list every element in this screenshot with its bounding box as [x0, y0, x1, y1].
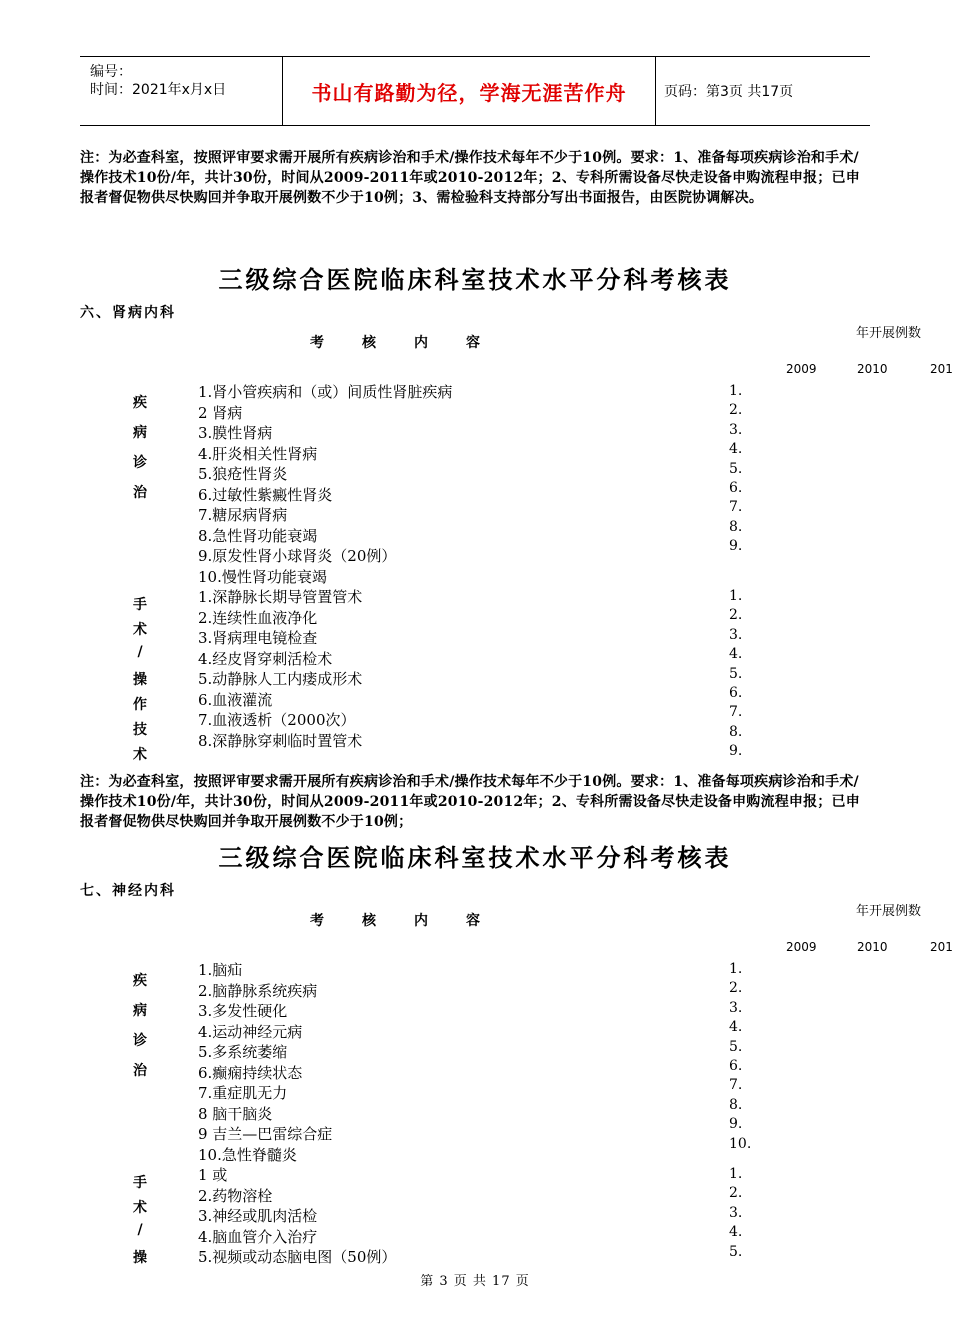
- section-title-6: 六、肾病内科: [80, 305, 176, 321]
- list-item: 9.原发性肾小球肾炎（20例）: [198, 547, 397, 565]
- label-char: 诊: [133, 1033, 147, 1049]
- label-char: 诊: [133, 455, 147, 471]
- year-2011-1: 201: [930, 362, 953, 376]
- label-char: 疾: [133, 973, 147, 989]
- count-item: 2.: [729, 980, 743, 997]
- list-item: 8.急性肾功能衰竭: [198, 526, 318, 545]
- list-item: 2 肾病: [198, 403, 243, 422]
- list-item: 7.糖尿病肾病: [198, 506, 288, 524]
- procedure-label-7: [128, 1172, 152, 1272]
- page-footer: 第 3 页 共 17 页: [420, 1274, 530, 1289]
- page-header: [80, 56, 870, 126]
- list-item: 3.多发性硬化: [198, 1002, 288, 1020]
- list-item: 6.过敏性紫癜性肾炎: [198, 485, 333, 504]
- label-char: 操: [133, 672, 147, 688]
- procedure-nums-6: [729, 587, 742, 762]
- list-item: 3.神经或肌肉活检: [198, 1207, 318, 1225]
- label-char: 疾: [133, 395, 147, 411]
- list-item: 1.深静脉长期导管置管术: [198, 588, 363, 606]
- list-item: 5.动静脉人工内瘘成形术: [198, 670, 363, 688]
- procedure-list-7: [198, 1165, 396, 1268]
- count-item: 7.: [729, 704, 743, 721]
- table-title-1: 三级综合医院临床科室技术水平分科考核表: [218, 266, 732, 294]
- year-2010-2: 2010: [857, 940, 888, 954]
- note-2: 注：为必查科室，按照评审要求需开展所有疾病诊治和手术/操作技术每年不少于10例。要求：1、准备每项疾病诊治和手术/操作技术10份/年，共计30份，时间从2009-2011年或2010-2012年；2、专科所需设备尽快走设备申购流程申报；已申报者督促物供尽快购回并争取开展例数不少于10例；: [80, 774, 860, 830]
- count-item: 4.: [729, 441, 743, 458]
- list-item: 1.肾小管疾病和（或）间质性肾脏疾病: [198, 383, 453, 401]
- list-item: 2.脑静脉系统疾病: [198, 981, 318, 1000]
- list-item: 1 或: [198, 1166, 228, 1184]
- count-item: 5.: [729, 460, 743, 477]
- list-item: 7.重症肌无力: [198, 1084, 288, 1102]
- table-title-2: 三级综合医院临床科室技术水平分科考核表: [218, 844, 732, 872]
- year-2009-1: 2009: [786, 362, 817, 376]
- count-item: 9.: [729, 1116, 743, 1133]
- list-item: 5.视频或动态脑电图（50例）: [198, 1248, 397, 1266]
- count-item: 2.: [729, 1185, 743, 1202]
- count-item: 7.: [729, 1077, 743, 1094]
- label-char: 术: [133, 622, 147, 638]
- list-item: 8 脑干脑炎: [198, 1104, 273, 1123]
- section-title-7: 七、神经内科: [80, 883, 176, 899]
- list-item: 9 吉兰—巴雷综合症: [198, 1125, 333, 1143]
- label-char: 病: [133, 1003, 147, 1019]
- label-char: /: [137, 1222, 143, 1238]
- count-item: 1.: [729, 588, 743, 604]
- label-char: 术: [133, 747, 147, 763]
- count-item: 6.: [729, 685, 743, 702]
- label-char: 病: [133, 425, 147, 441]
- year-2010-1: 2010: [857, 362, 888, 376]
- list-item: 4.脑血管介入治疗: [198, 1227, 318, 1246]
- content-header-1: 考核内容: [310, 335, 518, 351]
- list-item: 5.多系统萎缩: [198, 1043, 288, 1061]
- count-item: 4.: [729, 646, 743, 663]
- header-page-label: 页码：第3页 共17页: [664, 84, 794, 100]
- count-item: 5.: [729, 1038, 743, 1055]
- count-item: 3.: [729, 1204, 743, 1221]
- header-left: [80, 57, 280, 125]
- list-item: 6.血液灌流: [198, 690, 273, 709]
- list-item: 5.狼疮性肾炎: [198, 465, 288, 483]
- count-item: 3.: [729, 421, 743, 438]
- count-item: 9.: [729, 743, 743, 760]
- list-item: 3.膜性肾病: [198, 424, 273, 442]
- disease-list-6: [198, 382, 452, 587]
- procedure-label-6: [128, 594, 152, 769]
- list-item: 10.慢性肾功能衰竭: [198, 567, 327, 586]
- year-2011-2: 201: [930, 940, 953, 954]
- label-char: /: [137, 644, 143, 660]
- procedure-list-6: [198, 587, 362, 751]
- list-item: 1.脑疝: [198, 961, 243, 979]
- list-item: 2.连续性血液净化: [198, 608, 318, 627]
- count-item: 2.: [729, 607, 743, 624]
- count-item: 2.: [729, 402, 743, 419]
- list-item: 8.深静脉穿刺临时置管术: [198, 731, 363, 750]
- count-item: 8.: [729, 723, 743, 740]
- disease-nums-7: [729, 960, 751, 1154]
- count-item: 6.: [729, 480, 743, 497]
- list-item: 6.癫痫持续状态: [198, 1063, 303, 1082]
- disease-nums-6: [729, 382, 742, 557]
- note-1: 注：为必查科室，按照评审要求需开展所有疾病诊治和手术/操作技术每年不少于10例。要求：1、准备每项疾病诊治和手术/操作技术10份/年，共计30份，时间从2009-2011年或2010-2012年；2、专科所需设备尽快走设备申购流程申报；已申报者督促物供尽快购回并争取开展例数不少于10例；3、需检验科支持部分写出书面报告，由医院协调解决。: [80, 150, 860, 206]
- label-char: 手: [133, 1175, 147, 1191]
- count-item: 1.: [729, 961, 743, 977]
- list-item: 4.经皮肾穿刺活检术: [198, 649, 333, 668]
- list-item: 7.血液透析（2000次）: [198, 711, 356, 729]
- count-label-2: 年开展例数: [856, 904, 922, 919]
- list-item: 4.肝炎相关性肾病: [198, 444, 318, 463]
- count-item: 6.: [729, 1058, 743, 1075]
- count-item: 1.: [729, 383, 743, 399]
- label-char: 术: [133, 1200, 147, 1216]
- header-motto: 书山有路勤为径，学海无涯苦作舟: [282, 57, 656, 125]
- content-header-2: 考核内容: [310, 913, 518, 929]
- count-item: 3.: [729, 626, 743, 643]
- count-item: 7.: [729, 499, 743, 516]
- count-item: 8.: [729, 518, 743, 535]
- count-item: 3.: [729, 999, 743, 1016]
- count-item: 5.: [729, 1243, 743, 1260]
- list-item: 2.药物溶栓: [198, 1186, 273, 1205]
- disease-list-7: [198, 960, 332, 1165]
- label-char: 作: [133, 697, 147, 713]
- label-char: 治: [133, 485, 147, 501]
- list-item: 4.运动神经元病: [198, 1022, 303, 1041]
- number-label: 编号：: [90, 64, 132, 80]
- count-item: 10.: [729, 1135, 752, 1152]
- disease-label-6: [128, 392, 152, 512]
- count-item: 4.: [729, 1224, 743, 1241]
- year-2009-2: 2009: [786, 940, 817, 954]
- label-char: 技: [133, 722, 147, 738]
- time-label: 时间：2021年x月x日: [90, 82, 227, 98]
- label-char: 手: [133, 597, 147, 613]
- procedure-nums-7: [729, 1165, 742, 1262]
- label-char: 治: [133, 1063, 147, 1079]
- count-item: 8.: [729, 1096, 743, 1113]
- count-item: 1.: [729, 1166, 743, 1182]
- list-item: 10.急性脊髓炎: [198, 1145, 297, 1164]
- list-item: 3.肾病理电镜检查: [198, 629, 318, 647]
- count-label-1: 年开展例数: [856, 326, 922, 341]
- label-char: 操: [133, 1250, 147, 1266]
- count-item: 4.: [729, 1019, 743, 1036]
- count-item: 5.: [729, 665, 743, 682]
- count-item: 9.: [729, 538, 743, 555]
- disease-label-7: [128, 970, 152, 1090]
